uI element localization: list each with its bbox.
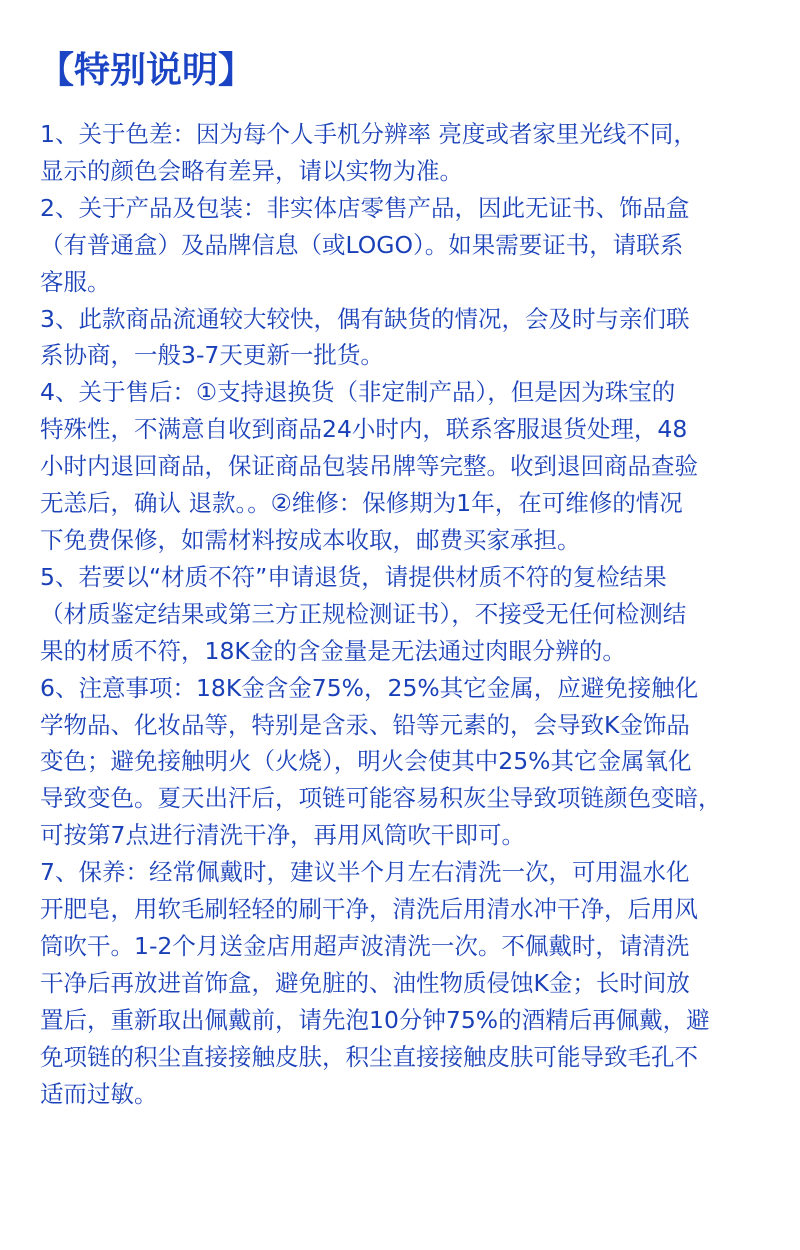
note-item-1	[40, 116, 770, 190]
note-line: 系协商，一般3-7天更新一批货。	[40, 341, 384, 370]
note-line: （有普通盒）及品牌信息（或LOGO）。如果需要证书，请联系	[40, 230, 684, 259]
note-line: 无恙后，确认 退款。。②维修：保修期为1年，在可维修的情况	[40, 489, 683, 518]
note-line: 7、保养：经常佩戴时，建议半个月左右清洗一次，可用温水化	[40, 858, 690, 887]
note-line: （材质鉴定结果或第三方正规检测证书），不接受无任何检测结	[40, 599, 687, 628]
note-item-5	[40, 559, 770, 670]
note-line: 6、注意事项：18K金含金75%，25%其它金属，应避免接触化	[40, 673, 699, 702]
note-line: 4、关于售后：①支持退换货（非定制产品），但是因为珠宝的	[40, 378, 676, 407]
note-line: 小时内退回商品，保证商品包装吊牌等完整。收到退回商品查验	[40, 452, 698, 481]
note-line: 开肥皂，用软毛刷轻轻的刷干净，清洗后用清水冲干净，后用风	[40, 895, 698, 924]
note-line: 5、若要以“材质不符”申请退货，请提供材质不符的复检结果	[40, 562, 667, 591]
note-line: 适而过敏。	[40, 1079, 158, 1108]
note-line: 学物品、化妆品等，特别是含汞、铅等元素的，会导致K金饰品	[40, 710, 690, 739]
note-line: 1、关于色差：因为每个人手机分辨率 亮度或者家里光线不同，	[40, 120, 697, 148]
note-line: 导致变色。夏天出汗后，项链可能容易积灰尘导致项链颜色变暗，	[40, 784, 722, 813]
note-line: 置后，重新取出佩戴前，请先泡10分钟75%的酒精后再佩戴，避	[40, 1005, 710, 1034]
note-item-2	[40, 190, 770, 301]
note-line: 2、关于产品及包装：非实体店零售产品，因此无证书、饰品盒	[40, 193, 690, 222]
note-line: 可按第7点进行清洗干净，再用风筒吹干即可。	[40, 821, 525, 850]
note-item-3	[40, 301, 770, 375]
note-item-4	[40, 374, 770, 559]
note-line: 筒吹干。1-2个月送金店用超声波清洗一次。不佩戴时，请清洗	[40, 931, 690, 960]
note-item-7	[40, 854, 770, 1112]
note-line: 免项链的积尘直接接触皮肤，积尘直接接触皮肤可能导致毛孔不	[40, 1042, 698, 1071]
note-line: 干净后再放进首饰盒，避免脏的、油性物质侵蚀K金；长时间放	[40, 968, 690, 997]
note-line: 显示的颜色会略有差异，请以实物为准。	[40, 156, 463, 185]
note-line: 客服。	[40, 267, 111, 296]
page-title: 【特别说明】	[38, 50, 255, 91]
note-line: 果的材质不符，18K金的含金量是无法通过肉眼分辨的。	[40, 636, 626, 665]
note-line: 特殊性，不满意自收到商品24小时内，联系客服退货处理，48	[40, 415, 688, 444]
note-line: 3、此款商品流通较大较快，偶有缺货的情况，会及时与亲们联	[40, 304, 690, 333]
note-line: 下免费保修，如需材料按成本收取，邮费买家承担。	[40, 525, 581, 554]
notes-list	[40, 116, 770, 1112]
note-item-6	[40, 670, 770, 855]
note-line: 变色；避免接触明火（火烧），明火会使其中25%其它金属氧化	[40, 747, 692, 776]
